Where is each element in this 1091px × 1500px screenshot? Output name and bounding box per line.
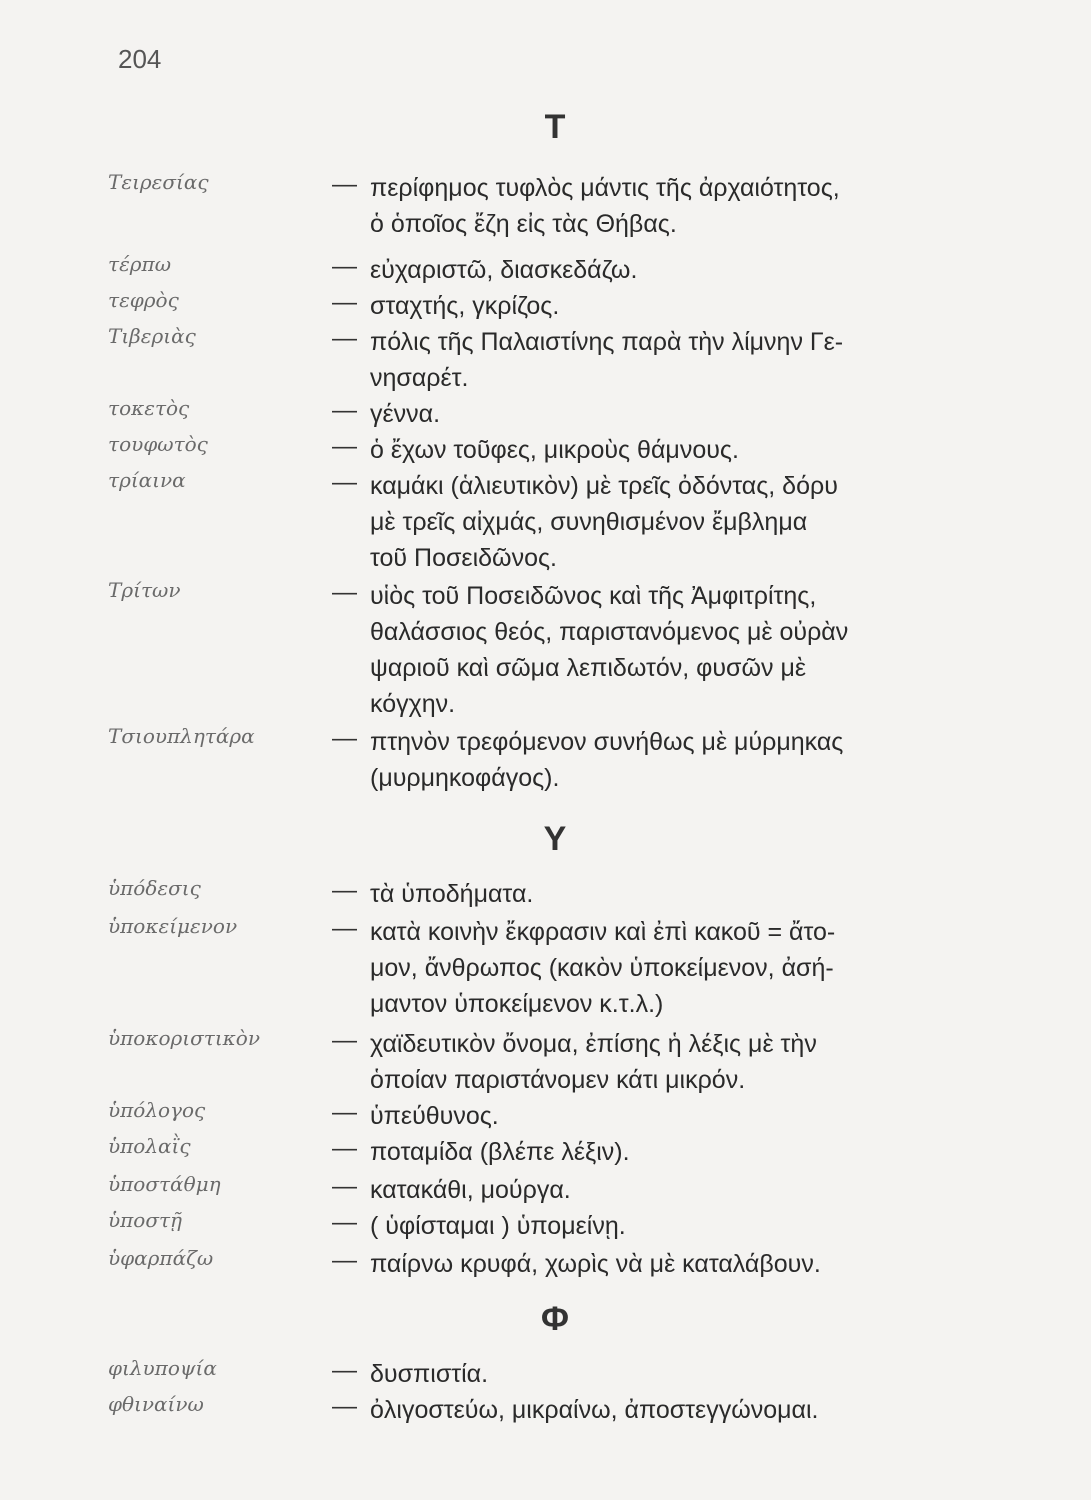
entry-dash: — (332, 432, 357, 460)
entry-term: τέρπω (108, 252, 172, 276)
entry-definition: κατὰ κοινὴν ἔκφρασιν καὶ ἐπὶ κακοῦ = ἄτο- μον, ἄνθρωπος (κακὸν ὑποκείμενον, ἀσή- μαντον ὑποκείμενον κ.τ.λ.) (370, 918, 836, 1018)
entry-dash: — (332, 1246, 357, 1274)
entry-definition: σταχτής, γκρίζος. (370, 292, 560, 320)
entry-definition: ποταμίδα (βλέπε λέξιν). (370, 1138, 630, 1166)
entry-definition: ὀλιγοστεύω, μικραίνω, ἀποστεγγώνομαι. (370, 1396, 819, 1424)
entry-definition: υἱὸς τοῦ Ποσειδῶνος καὶ τῆς Ἀμφιτρίτης, θαλάσσιος θεός, παριστανόμενος μὲ οὐρὰν ψαριοῦ καὶ σῶμα λεπιδωτόν, φυσῶν μὲ κόγχην. (370, 582, 849, 718)
entry-dash: — (332, 170, 357, 198)
entry-dash: — (332, 724, 357, 752)
entry-term: Τειρεσίας (108, 170, 209, 194)
section-heading-upsilon: Υ (543, 820, 567, 858)
entry-definition: ὑπεύθυνος. (370, 1102, 499, 1130)
entry-definition: περίφημος τυφλὸς μάντις τῆς ἀρχαιότητος, ὁ ὁποῖος ἔζη εἰς τὰς Θήβας. (370, 174, 840, 238)
entry-definition: τὰ ὑποδήματα. (370, 880, 534, 908)
entry-term: φιλυποψία (108, 1356, 217, 1380)
entry-dash: — (332, 914, 357, 942)
entry-definition: ( ὑφίσταμαι ) ὑπομείνῃ. (370, 1212, 626, 1240)
entry-term: Τσιουπλητάρα (108, 724, 255, 748)
entry-dash: — (332, 468, 357, 496)
entry-dash: — (332, 1098, 357, 1126)
entry-dash: — (332, 396, 357, 424)
entry-definition: εὐχαριστῶ, διασκεδάζω. (370, 256, 638, 284)
entry-dash: — (332, 1172, 357, 1200)
entry-term: ὑποκείμενον (108, 914, 238, 938)
entry-dash: — (332, 1134, 357, 1162)
entry-dash: — (332, 876, 357, 904)
entry-term: ὑποστῇ (108, 1208, 183, 1232)
entry-term: τρίαινα (108, 468, 186, 492)
entry-term: τουφωτὸς (108, 432, 208, 456)
page-number: 204 (118, 44, 162, 74)
section-heading-tau: Τ (544, 108, 566, 146)
section-heading-phi: Φ (541, 1300, 569, 1338)
entry-definition: δυσπιστία. (370, 1360, 489, 1388)
entry-definition: καμάκι (ἁλιευτικὸν) μὲ τρεῖς ὀδόντας, δόρυ μὲ τρεῖς αἰχμάς, συνηθισμένον ἔμβλημα τοῦ Ποσειδῶνος. (370, 472, 838, 572)
entry-definition: γέννα. (370, 400, 441, 428)
entry-definition: παίρνω κρυφά, χωρὶς νὰ μὲ καταλάβουν. (370, 1250, 821, 1278)
entry-term: ὑπόλογος (108, 1098, 206, 1122)
entry-term: φθιναίνω (108, 1392, 204, 1416)
entry-dash: — (332, 288, 357, 316)
entry-dash: — (332, 252, 357, 280)
entry-term: ὑφαρπάζω (108, 1246, 214, 1270)
entry-dash: — (332, 1392, 357, 1420)
entry-dash: — (332, 1026, 357, 1054)
entry-term: ὑπόδεσις (108, 876, 201, 900)
entry-dash: — (332, 1208, 357, 1236)
entry-definition: χαϊδευτικὸν ὄνομα, ἐπίσης ἡ λέξις μὲ τὴν ὁποίαν παριστάνομεν κάτι μικρόν. (370, 1030, 817, 1094)
entry-definition: πόλις τῆς Παλαιστίνης παρὰ τὴν λίμνην Γε- νησαρέτ. (370, 328, 844, 392)
entry-definition: κατακάθι, μούργα. (370, 1176, 571, 1204)
entry-term: Τιβεριὰς (108, 324, 196, 348)
entry-term: ὑπολαῒς (108, 1134, 191, 1158)
entry-definition: πτηνὸν τρεφόμενον συνήθως μὲ μύρμηκας (μυρμηκοφάγος). (370, 728, 844, 792)
entry-term: τοκετὸς (108, 396, 190, 420)
entry-dash: — (332, 1356, 357, 1384)
entry-dash: — (332, 578, 357, 606)
entry-definition: ὁ ἔχων τοῦφες, μικροὺς θάμνους. (370, 436, 739, 464)
entry-dash: — (332, 324, 357, 352)
entry-term: ὑποκοριστικὸν (108, 1026, 260, 1050)
entry-term: Τρίτων (108, 578, 181, 602)
entry-term: τεφρὸς (108, 288, 179, 312)
entry-term: ὑποστάθμη (108, 1172, 221, 1196)
